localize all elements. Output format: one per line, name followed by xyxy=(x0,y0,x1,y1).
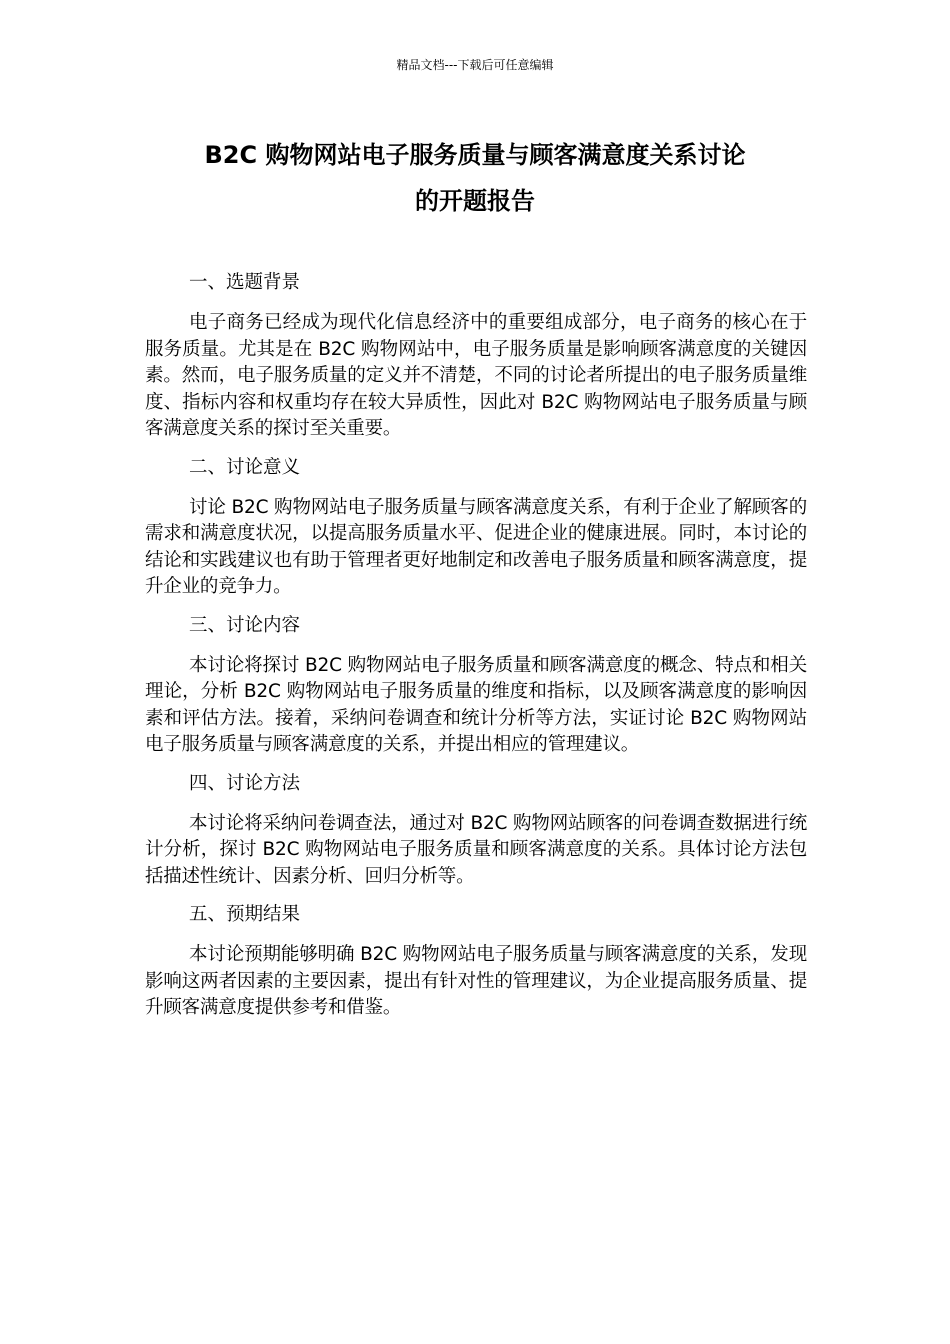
section-paragraph: 本讨论将探讨 B2C 购物网站电子服务质量和顾客满意度的概念、特点和相关理论，分析 B2C 购物网站电子服务质量的维度和指标，以及顾客满意度的影响因素和评估方法。接着，采纳问卷调查和统计分析等方法，实证讨论 B2C 购物网站电子服务质量与顾客满意度的关系，并提出相应的管理建议。 xyxy=(145,654,807,755)
document-title xyxy=(140,132,810,224)
section-paragraph: 电子商务已经成为现代化信息经济中的重要组成部分，电子商务的核心在于服务质量。尤其是在 B2C 购物网站中，电子服务质量是影响顾客满意度的关键因素。然而，电子服务质量的定义并不清楚，不同的讨论者所提出的电子服务质量维度、指标内容和权重均存在较大异质性，因此对 B2C 购物网站电子服务质量与顾客满意度关系的探讨至关重要。 xyxy=(145,312,807,439)
section-heading: 三、讨论内容 xyxy=(189,614,301,636)
section-background xyxy=(145,270,807,443)
section-heading: 五、预期结果 xyxy=(189,904,301,925)
page-header: 精品文档---下载后可任意编辑 xyxy=(396,58,554,72)
section-expected-results xyxy=(145,902,807,1022)
section-heading: 二、讨论意义 xyxy=(189,456,301,478)
section-heading: 一、选题背景 xyxy=(189,272,301,293)
section-heading: 四、讨论方法 xyxy=(189,772,301,794)
title-line-2: 的开题报告 xyxy=(415,187,535,215)
section-paragraph: 本讨论将采纳问卷调查法，通过对 B2C 购物网站顾客的问卷调查数据进行统计分析，探讨 B2C 购物网站电子服务质量和顾客满意度的关系。具体讨论方法包括描述性统计、因素分析、回归分析等。 xyxy=(145,812,807,887)
section-significance xyxy=(145,455,807,601)
section-method xyxy=(145,771,807,891)
section-content xyxy=(145,613,807,759)
document-body xyxy=(145,270,807,1034)
title-line-1: B2C 购物网站电子服务质量与顾客满意度关系讨论 xyxy=(204,141,746,169)
section-paragraph: 本讨论预期能够明确 B2C 购物网站电子服务质量与顾客满意度的关系，发现影响这两者因素的主要因素，提出有针对性的管理建议，为企业提高服务质量、提升顾客满意度提供参考和借鉴。 xyxy=(145,944,807,1018)
section-paragraph: 讨论 B2C 购物网站电子服务质量与顾客满意度关系，有利于企业了解顾客的需求和满意度状况，以提高服务质量水平、促进企业的健康进展。同时，本讨论的结论和实践建议也有助于管理者更好地制定和改善电子服务质量和顾客满意度，提升企业的竞争力。 xyxy=(145,496,807,597)
